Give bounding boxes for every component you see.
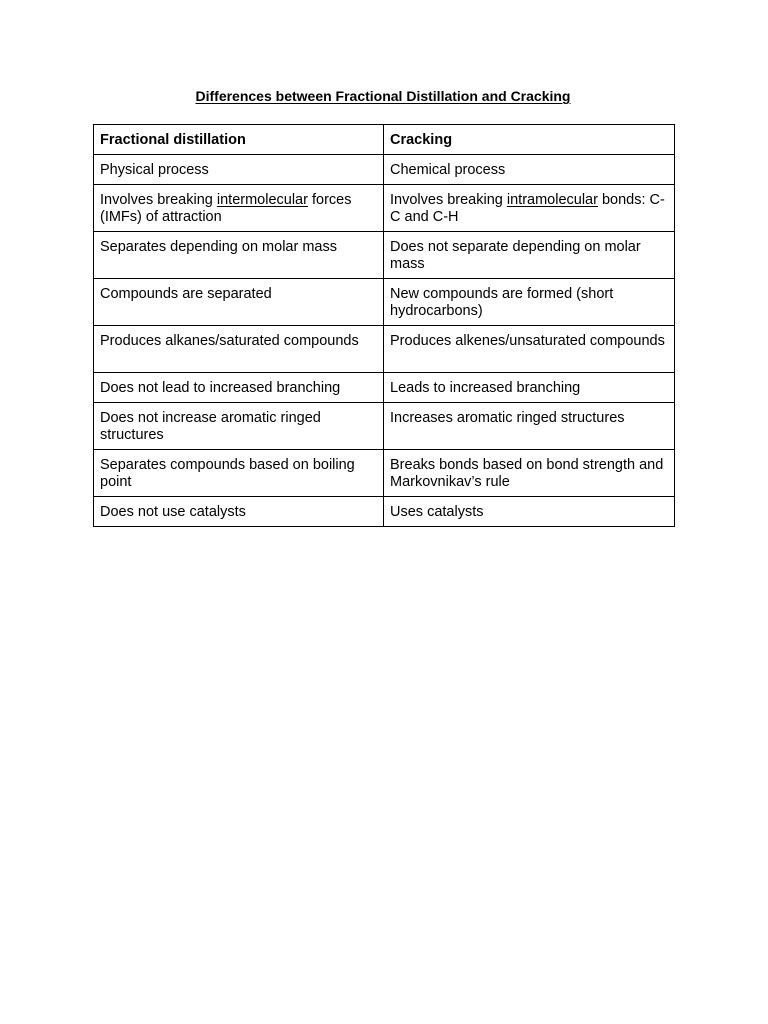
table-cell: Uses catalysts bbox=[384, 497, 675, 527]
table-row bbox=[94, 403, 675, 450]
table-row bbox=[94, 450, 675, 497]
table-row bbox=[94, 279, 675, 326]
cell-text: forces (IMFs) of attraction bbox=[100, 192, 352, 225]
table-row bbox=[94, 326, 675, 373]
table-cell: Does not lead to increased branching bbox=[94, 373, 384, 403]
underlined-term: intermolecular bbox=[216, 192, 308, 208]
cell-text: Involves breaking bbox=[100, 192, 217, 208]
table-row bbox=[94, 373, 675, 403]
header-cracking: Cracking bbox=[384, 125, 675, 155]
table-cell bbox=[384, 185, 675, 232]
table-cell: Does not separate depending on molar mass bbox=[384, 232, 675, 279]
cell-text: Involves breaking bbox=[390, 192, 507, 208]
table-cell bbox=[94, 185, 384, 232]
header-fractional-distillation: Fractional distillation bbox=[94, 125, 384, 155]
table-cell: Produces alkenes/unsaturated compounds bbox=[384, 326, 675, 373]
table-cell: Increases aromatic ringed structures bbox=[384, 403, 675, 450]
table-row bbox=[94, 232, 675, 279]
table-cell: Does not use catalysts bbox=[94, 497, 384, 527]
table-cell: Compounds are separated bbox=[94, 279, 384, 326]
table-cell: New compounds are formed (short hydrocarbons) bbox=[384, 279, 675, 326]
table-cell: Physical process bbox=[94, 155, 384, 185]
table-cell: Produces alkanes/saturated compounds bbox=[94, 326, 384, 373]
table-cell: Chemical process bbox=[384, 155, 675, 185]
table-cell: Leads to increased branching bbox=[384, 373, 675, 403]
table-row bbox=[94, 155, 675, 185]
table-row bbox=[94, 185, 675, 232]
table-cell: Separates depending on molar mass bbox=[94, 232, 384, 279]
table-row bbox=[94, 497, 675, 527]
table-cell: Breaks bonds based on bond strength and Markovnikav’s rule bbox=[384, 450, 675, 497]
comparison-table bbox=[93, 124, 675, 527]
cell-text: bonds: C-C and C-H bbox=[390, 192, 665, 225]
document-title: Differences between Fractional Distillation and Cracking bbox=[195, 88, 571, 104]
table-cell: Does not increase aromatic ringed structures bbox=[94, 403, 384, 450]
table-cell: Separates compounds based on boiling point bbox=[94, 450, 384, 497]
underlined-term: intramolecular bbox=[506, 192, 598, 208]
table-header-row bbox=[94, 125, 675, 155]
